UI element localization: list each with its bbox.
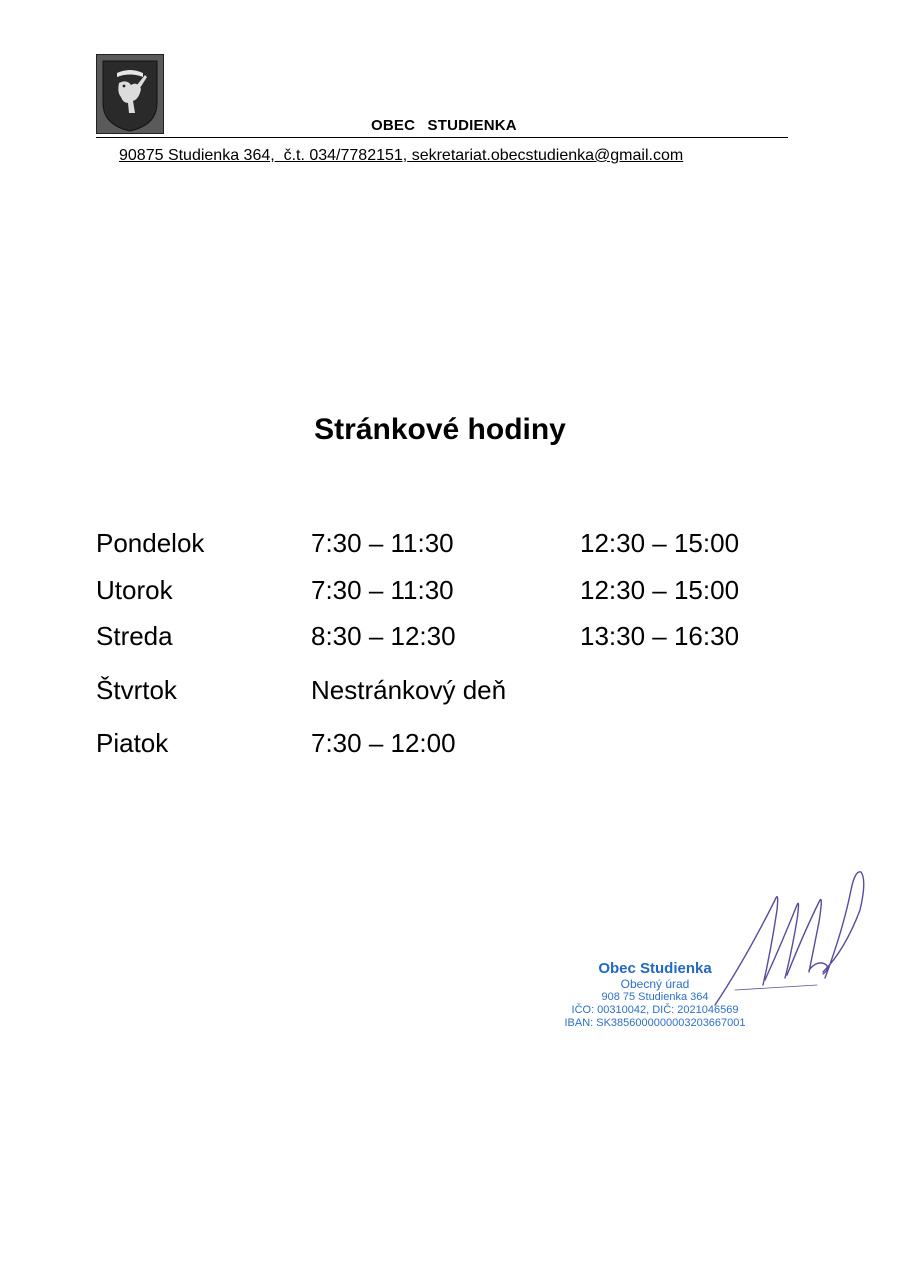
schedule-afternoon-hours: 13:30 – 16:30 xyxy=(580,621,740,651)
handwritten-signature xyxy=(705,860,870,1010)
schedule-row-monday xyxy=(96,528,796,564)
schedule-day: Pondelok xyxy=(96,528,205,558)
stamp-office: Obecný úrad xyxy=(620,977,690,991)
page-title: Stránkové hodiny xyxy=(314,413,566,446)
municipal-crest-icon xyxy=(96,54,164,134)
schedule-morning-hours: 7:30 – 11:30 xyxy=(311,575,454,605)
contact-address: 90875 Studienka 364, xyxy=(119,147,275,164)
schedule-row-tuesday xyxy=(96,575,796,611)
stamp-address: 908 75 Studienka 364 xyxy=(601,991,709,1003)
schedule-day: Utorok xyxy=(96,575,173,605)
schedule-afternoon-hours: 12:30 – 15:00 xyxy=(580,528,740,558)
stamp-ids: IČO: 00310042, DIČ: 2021046569 xyxy=(571,1004,739,1016)
schedule-day: Streda xyxy=(96,621,173,651)
schedule-row-wednesday xyxy=(96,621,796,657)
schedule-day: Piatok xyxy=(96,728,169,758)
schedule-morning-hours: Nestránkový deň xyxy=(311,675,507,705)
stamp-name: Obec Studienka xyxy=(598,960,712,977)
contact-phone: č.t. 034/7782151, xyxy=(283,147,408,164)
stamp-iban: IBAN: SK3856000000003203667001 xyxy=(564,1017,746,1029)
schedule-row-friday xyxy=(96,728,796,764)
schedule-morning-hours: 8:30 – 12:30 xyxy=(311,621,456,651)
schedule-row-thursday xyxy=(96,675,796,711)
schedule-morning-hours: 7:30 – 12:00 xyxy=(311,728,456,758)
schedule-afternoon-hours: 12:30 – 15:00 xyxy=(580,575,740,605)
header-divider xyxy=(96,137,788,138)
contact-line xyxy=(119,147,683,165)
schedule-morning-hours: 7:30 – 11:30 xyxy=(311,528,454,558)
organization-name: OBEC STUDIENKA xyxy=(371,117,517,134)
schedule-day: Štvrtok xyxy=(96,675,177,705)
contact-email[interactable]: sekretariat.obecstudienka@gmail.com xyxy=(411,147,684,164)
